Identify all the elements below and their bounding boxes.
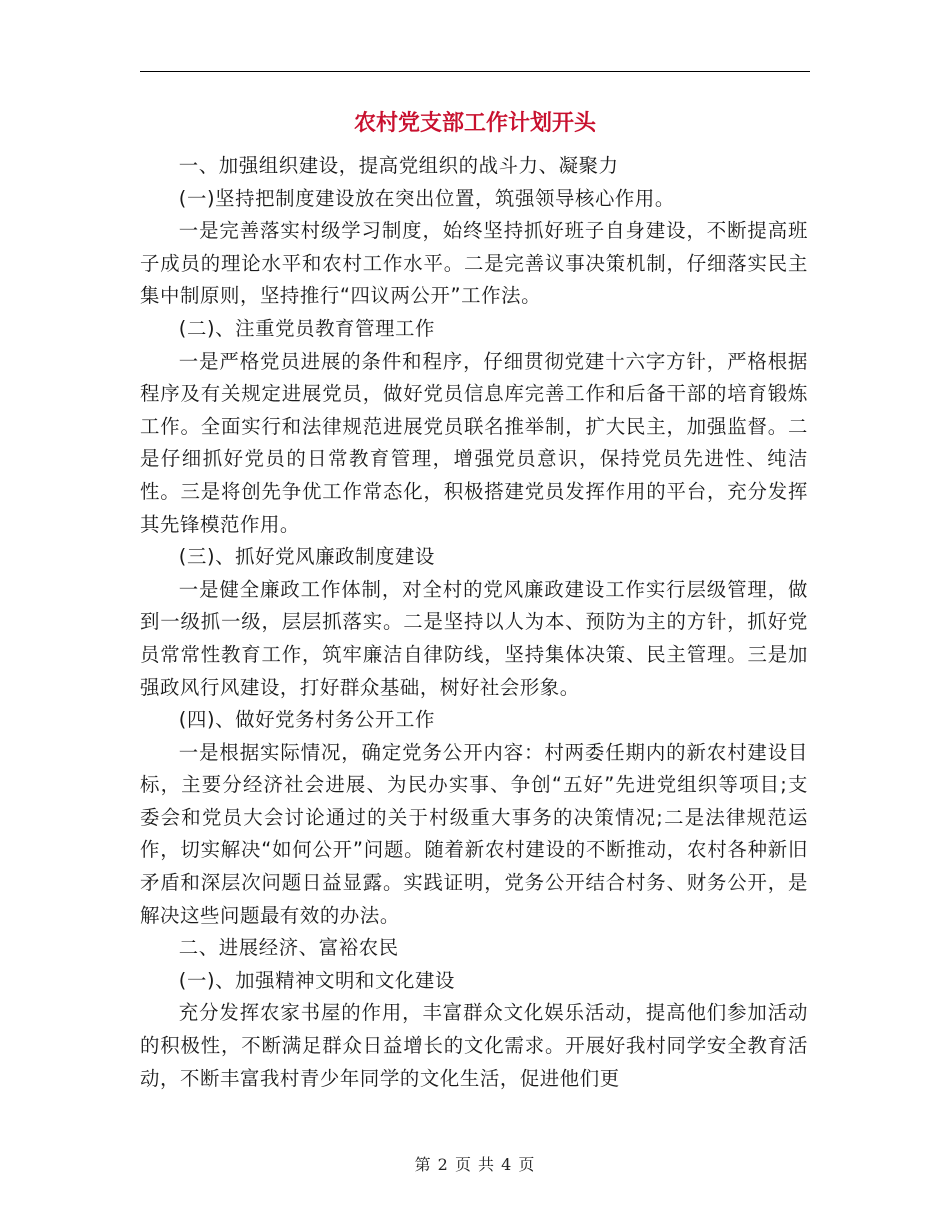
header-rule bbox=[140, 71, 810, 72]
page-footer: 第 2 页 共 4 页 bbox=[414, 1155, 536, 1174]
section-heading-2: 二、进展经济、富裕农民 bbox=[178, 936, 399, 960]
body-paragraph: 充分发挥农家书屋的作用，丰富群众文化娱乐活动，提高他们参加活动的积极性，不断满足群众日益增长的文化需求。开展好我村同学安全教育活动，不断丰富我村青少年同学的文化生活，促进他们更 bbox=[140, 1001, 808, 1090]
document-body bbox=[140, 150, 808, 1095]
subsection-heading: (一)、加强精神文明和文化建设 bbox=[178, 968, 456, 992]
subsection-heading: (一)坚持把制度建设放在突出位置，筑强领导核心作用。 bbox=[178, 186, 675, 210]
document-title: 农村党支部工作计划开头 bbox=[353, 111, 596, 136]
body-paragraph: 一是完善落实村级学习制度，始终坚持抓好班子自身建设，不断提高班子成员的理论水平和农村工作水平。二是完善议事决策机制，仔细落实民主集中制原则，坚持推行“四议两公开”工作法。 bbox=[140, 219, 808, 308]
subsection-heading: (三)、抓好党风廉政制度建设 bbox=[178, 545, 436, 569]
subsection-heading: (二)、注重党员教育管理工作 bbox=[178, 316, 436, 340]
section-heading-1: 一、加强组织建设，提高党组织的战斗力、凝聚力 bbox=[178, 154, 619, 177]
body-paragraph: 一是根据实际情况，确定党务公开内容：村两委任期内的新农村建设目标，主要分经济社会进展、为民办实事、争创“五好”先进党组织等项目;支委会和党员大会讨论通过的关于村级重大事务的决策情况;二是法律规范运作，切实解决“如何公开”问题。随着新农村建设的不断推动，农村各种新旧矛盾和深层次问题日益显露。实践证明，党务公开结合村务、财务公开，是解决这些问题最有效的办法。 bbox=[140, 740, 808, 927]
body-paragraph: 一是健全廉政工作体制，对全村的党风廉政建设工作实行层级管理，做到一级抓一级，层层抓落实。二是坚持以人为本、预防为主的方针，抓好党员常常性教育工作，筑牢廉洁自律防线，坚持集体决策、民主管理。三是加强政风行风建设，打好群众基础，树好社会形象。 bbox=[140, 577, 808, 699]
subsection-heading: (四)、做好党务村务公开工作 bbox=[178, 708, 436, 732]
body-paragraph: 一是严格党员进展的条件和程序，仔细贯彻党建十六字方针，严格根据程序及有关规定进展党员，做好党员信息库完善工作和后备干部的培育锻炼工作。全面实行和法律规范进展党员联名推举制，扩大民主，加强监督。二是仔细抓好党员的日常教育管理，增强党员意识，保持党员先进性、纯洁性。三是将创先争优工作常态化，积极搭建党员发挥作用的平台，充分发挥其先锋模范作用。 bbox=[140, 349, 808, 536]
